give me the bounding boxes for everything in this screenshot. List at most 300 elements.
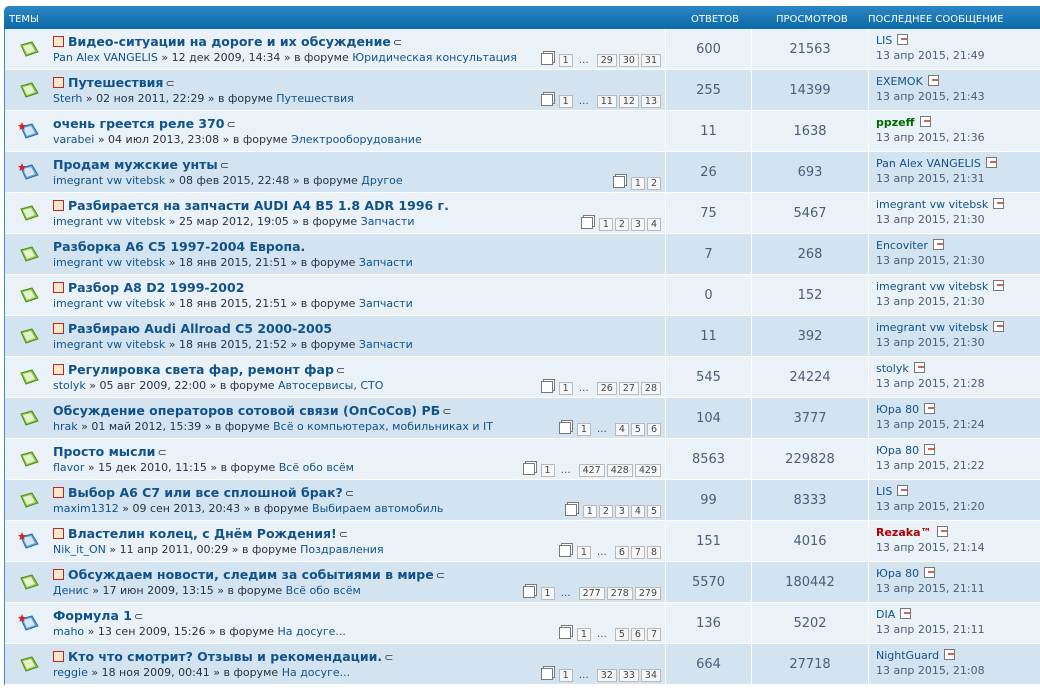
new-post-icon[interactable] (53, 651, 64, 662)
new-post-icon[interactable] (53, 323, 64, 334)
topic-row (5, 562, 1040, 603)
page-link[interactable]: 32 (597, 669, 617, 682)
last-post-author-link[interactable]: Юра 80 (876, 444, 920, 457)
new-post-icon[interactable] (53, 282, 64, 293)
topic-title-link[interactable]: Путешествия (68, 75, 164, 90)
last-post-author-link[interactable]: Юра 80 (876, 403, 920, 416)
page-link[interactable]: 4 (647, 218, 661, 231)
topic-star-icon (18, 614, 40, 632)
topic-title-line (53, 526, 348, 541)
views-count: 693 (797, 165, 823, 180)
last-post-date: 13 апр 2015, 21:20 (876, 500, 985, 513)
topic-author-link[interactable]: Денис (53, 584, 89, 597)
new-post-icon[interactable] (53, 77, 64, 88)
topic-row (5, 111, 1040, 152)
topic-meta (53, 502, 443, 515)
topic-author-link[interactable]: imegrant vw vitebsk (53, 338, 166, 351)
page-link[interactable]: 8 (647, 546, 661, 559)
views-cell (752, 234, 869, 274)
page-link[interactable]: 7 (631, 546, 645, 559)
page-link[interactable]: 2 (615, 218, 629, 231)
topic-row (5, 480, 1040, 521)
topic-date: » 04 июл 2013, 23:08 » в форуме (94, 133, 292, 146)
go-to-last-post-icon[interactable] (933, 239, 944, 250)
attachment-icon: ⊂ (165, 77, 175, 90)
topic-star-icon (18, 163, 40, 181)
pagination-ellipsis: … (596, 547, 607, 558)
topic-title-line (53, 239, 305, 254)
pagination (541, 381, 661, 395)
go-to-last-post-icon[interactable] (914, 362, 925, 373)
topic-title-link[interactable]: Разбираю Audi Allroad C5 2000-2005 (68, 321, 333, 336)
attachment-icon: ⊂ (392, 36, 403, 49)
go-to-last-post-icon[interactable] (897, 34, 908, 45)
pagination (541, 53, 661, 67)
page-link[interactable]: 429 (635, 464, 661, 477)
replies-cell (666, 316, 752, 356)
pagination (523, 463, 661, 477)
pagination (541, 668, 661, 682)
replies-count: 11 (700, 329, 717, 344)
topic-forum-link[interactable]: Запчасти (358, 297, 413, 310)
topic-meta (53, 420, 493, 433)
last-post-author-link[interactable]: ppzeff (876, 116, 915, 129)
topic-author-link[interactable]: varabei (53, 133, 95, 146)
page-link[interactable]: 6 (615, 546, 629, 559)
replies-count: 545 (696, 370, 721, 385)
views-cell (752, 29, 869, 69)
new-post-icon[interactable] (53, 528, 64, 539)
pages-icon (559, 627, 571, 639)
last-post-cell (869, 111, 1040, 151)
pagination (541, 94, 661, 108)
last-post-author-link[interactable]: NightGuard (876, 649, 940, 662)
last-post-line (876, 485, 908, 498)
pages-icon (613, 176, 625, 188)
replies-cell (666, 439, 752, 479)
topic-cell (5, 644, 666, 684)
replies-cell (666, 193, 752, 233)
topic-date: » 09 сен 2013, 20:43 » в форуме (118, 502, 313, 515)
topic-forum-link[interactable]: Всё обо всём (285, 584, 361, 597)
views-cell (752, 275, 869, 315)
last-post-cell (869, 152, 1040, 192)
go-to-last-post-icon[interactable] (993, 280, 1004, 291)
page-link[interactable]: 28 (641, 382, 661, 395)
topic-rows (4, 29, 1040, 685)
topic-cell (5, 357, 666, 397)
last-post-cell (869, 234, 1040, 274)
last-post-line (876, 362, 925, 375)
topic-author-link[interactable]: stolyk (53, 379, 86, 392)
topic-date: » 08 фев 2015, 22:48 » в форуме (165, 174, 362, 187)
topic-folder-icon (18, 450, 40, 468)
last-post-line (876, 403, 935, 416)
new-post-icon[interactable] (53, 36, 64, 47)
topic-title-link[interactable]: Властелин колец, с Днём Рождения! (68, 526, 337, 541)
topic-date: » 05 авг 2009, 22:00 » в форуме (85, 379, 279, 392)
topic-row (5, 234, 1040, 275)
topic-title-link[interactable]: Продам мужские унты (53, 157, 218, 172)
topic-author-link[interactable]: Sterh (53, 92, 83, 105)
pagination-ellipsis: … (560, 588, 571, 599)
last-post-cell (869, 357, 1040, 397)
topic-forum-link[interactable]: Всё о компьютерах, мобильниках и IT (273, 420, 494, 433)
page-link[interactable]: 4 (615, 423, 629, 436)
replies-count: 7 (704, 247, 713, 262)
last-post-line (876, 34, 908, 47)
go-to-last-post-icon[interactable] (993, 321, 1004, 332)
page-link[interactable]: 1 (559, 95, 573, 108)
views-count: 1638 (793, 124, 827, 139)
topic-forum-link[interactable]: Путешествия (276, 92, 354, 105)
go-to-last-post-icon[interactable] (993, 198, 1004, 209)
topic-title-link[interactable]: Обсуждаем новости, следим за событиями в мире (68, 567, 434, 582)
topic-cell (5, 398, 666, 438)
topic-forum-link[interactable]: Электрооборудование (291, 133, 422, 146)
topic-folder-icon (18, 204, 40, 222)
topic-forum-link[interactable]: Юридическая консультация (352, 51, 517, 64)
topic-star-icon (18, 122, 40, 140)
page-link[interactable]: 1 (577, 423, 591, 436)
page-link[interactable]: 1 (559, 382, 573, 395)
topic-title-link[interactable]: очень греется реле 370 (53, 116, 225, 131)
page-link[interactable]: 4 (631, 505, 645, 518)
replies-cell (666, 29, 752, 69)
topic-author-link[interactable]: maxim1312 (53, 502, 119, 515)
pagination (613, 176, 661, 190)
pages-icon (541, 668, 553, 680)
topic-date: » 01 май 2012, 15:39 » в форуме (77, 420, 274, 433)
page-link[interactable]: 1 (541, 587, 555, 600)
new-post-icon[interactable] (53, 364, 64, 375)
page-link[interactable]: 277 (579, 587, 605, 600)
topic-meta (53, 584, 361, 597)
pagination-ellipsis: … (560, 465, 571, 476)
topic-folder-icon (18, 368, 40, 386)
topic-author-link[interactable]: reggie (53, 666, 88, 679)
go-to-last-post-icon[interactable] (920, 116, 931, 127)
page-link[interactable]: 1 (559, 669, 573, 682)
topic-meta (53, 133, 422, 146)
topic-forum-link[interactable]: Автосервисы, СТО (278, 379, 384, 392)
attachment-icon: ⊂ (226, 118, 236, 131)
topic-author-link[interactable]: Pan Alex VANGELIS (53, 51, 158, 64)
last-post-date: 13 апр 2015, 21:30 (876, 336, 985, 349)
last-post-line (876, 321, 1004, 334)
page-link[interactable]: 34 (641, 669, 661, 682)
topic-title-link[interactable]: Просто мысли (53, 444, 156, 459)
last-post-author-link[interactable]: imegrant vw vitebsk (876, 198, 989, 211)
page-link[interactable]: 428 (607, 464, 633, 477)
topic-cell (5, 439, 666, 479)
pages-icon (541, 53, 553, 65)
views-cell (752, 398, 869, 438)
replies-cell (666, 398, 752, 438)
topic-meta (53, 666, 350, 679)
topic-cell (5, 70, 666, 110)
last-post-date: 13 апр 2015, 21:30 (876, 213, 985, 226)
go-to-last-post-icon[interactable] (924, 567, 935, 578)
go-to-last-post-icon[interactable] (928, 75, 939, 86)
page-link[interactable]: 7 (647, 628, 661, 641)
views-cell (752, 70, 869, 110)
topic-author-link[interactable]: imegrant vw vitebsk (53, 174, 166, 187)
topic-row (5, 152, 1040, 193)
topic-author-link[interactable]: flavor (53, 461, 85, 474)
page-link[interactable]: 1 (541, 464, 555, 477)
topic-title-link[interactable]: Выбор A6 C7 или все сплошной брак? (68, 485, 343, 500)
topic-title-line (53, 280, 244, 295)
page-link[interactable]: 5 (615, 628, 629, 641)
pagination (559, 422, 661, 436)
last-post-cell (869, 521, 1040, 561)
page-link[interactable]: 278 (607, 587, 633, 600)
topic-forum-link[interactable]: Поздравления (300, 543, 384, 556)
topic-title-line (53, 649, 393, 664)
attachment-icon: ⊂ (219, 159, 229, 172)
topic-cell (5, 562, 666, 602)
page-link[interactable]: 2 (599, 505, 613, 518)
last-post-date: 13 апр 2015, 21:49 (876, 49, 985, 62)
go-to-last-post-icon[interactable] (897, 485, 908, 496)
page-link[interactable]: 6 (647, 423, 661, 436)
replies-count: 136 (696, 616, 721, 631)
page-link[interactable]: 1 (631, 177, 645, 190)
topic-meta (53, 215, 414, 228)
page-link[interactable]: 12 (619, 95, 639, 108)
topic-author-link[interactable]: hrak (53, 420, 78, 433)
last-post-author-link[interactable]: EXEMOK (876, 75, 923, 88)
page-link[interactable]: 5 (631, 423, 645, 436)
topic-list (4, 6, 1040, 685)
topic-row (5, 316, 1040, 357)
topic-meta (53, 543, 384, 556)
topic-forum-link[interactable]: Выбираем автомобиль (312, 502, 444, 515)
go-to-last-post-icon[interactable] (944, 649, 955, 660)
pages-icon (523, 586, 535, 598)
page-link[interactable]: 3 (615, 505, 629, 518)
topic-folder-icon (18, 327, 40, 345)
topic-folder-icon (18, 245, 40, 263)
replies-cell (666, 111, 752, 151)
attachment-icon: ⊂ (344, 487, 355, 500)
last-post-author-link[interactable]: Encoviter (876, 239, 928, 252)
views-cell (752, 603, 869, 643)
last-post-author-link[interactable]: Pan Alex VANGELIS (876, 157, 981, 170)
last-post-author-link[interactable]: Юра 80 (876, 567, 920, 580)
views-cell (752, 316, 869, 356)
go-to-last-post-icon[interactable] (924, 444, 935, 455)
page-link[interactable]: 26 (597, 382, 617, 395)
last-post-author-link[interactable]: DIA (876, 608, 896, 621)
topic-author-link[interactable]: imegrant vw vitebsk (53, 215, 166, 228)
last-post-author-link[interactable]: LIS (876, 485, 893, 498)
col-replies-header: ОТВЕТОВ (691, 14, 739, 25)
page-link[interactable]: 27 (619, 382, 639, 395)
page-link[interactable]: 33 (619, 669, 639, 682)
views-count: 268 (797, 247, 823, 262)
attachment-icon: ⊂ (338, 528, 348, 541)
topic-row (5, 644, 1040, 685)
topic-forum-link[interactable]: На досуге... (277, 625, 346, 638)
page-link[interactable]: 279 (635, 587, 661, 600)
new-post-icon[interactable] (53, 569, 64, 580)
go-to-last-post-icon[interactable] (937, 526, 948, 537)
last-post-date: 13 апр 2015, 21:31 (876, 172, 985, 185)
topic-cell (5, 193, 666, 233)
topic-title-line (53, 485, 354, 500)
last-post-cell (869, 275, 1040, 315)
last-post-author-link[interactable]: imegrant vw vitebsk (876, 280, 989, 293)
last-post-author-link[interactable]: imegrant vw vitebsk (876, 321, 989, 334)
last-post-date: 13 апр 2015, 21:43 (876, 90, 985, 103)
last-post-date: 13 апр 2015, 21:11 (876, 582, 985, 595)
last-post-date: 13 апр 2015, 21:30 (876, 295, 985, 308)
topic-row (5, 193, 1040, 234)
topic-title-line (53, 116, 236, 131)
go-to-last-post-icon[interactable] (900, 608, 911, 619)
page-link[interactable]: 1 (577, 546, 591, 559)
topic-forum-link[interactable]: Запчасти (360, 215, 415, 228)
topic-title-link[interactable]: Кто что смотрит? Отзывы и рекомендации. (68, 649, 383, 664)
page-link[interactable]: 5 (647, 505, 661, 518)
topic-date: » 15 дек 2010, 11:15 » в форуме (84, 461, 279, 474)
topic-row (5, 439, 1040, 480)
page-link[interactable]: 31 (641, 54, 661, 67)
topic-cell (5, 234, 666, 274)
topic-forum-link[interactable]: Запчасти (358, 256, 413, 269)
new-post-icon[interactable] (53, 487, 64, 498)
last-post-line (876, 157, 997, 170)
page-link[interactable]: 1 (583, 505, 597, 518)
topic-forum-link[interactable]: Другое (361, 174, 403, 187)
page-link[interactable]: 3 (631, 218, 645, 231)
page-link[interactable]: 11 (597, 95, 617, 108)
topic-title-link[interactable]: Разборка A6 C5 1997-2004 Европа. (53, 239, 306, 254)
pages-icon (559, 545, 571, 557)
new-post-icon[interactable] (53, 200, 64, 211)
topic-cell (5, 152, 666, 192)
pagination (565, 504, 661, 518)
replies-cell (666, 603, 752, 643)
topic-author-link[interactable]: Nik_it_ON (53, 543, 106, 556)
replies-cell (666, 644, 752, 684)
go-to-last-post-icon[interactable] (924, 403, 935, 414)
last-post-line (876, 116, 931, 129)
last-post-date: 13 апр 2015, 21:24 (876, 418, 985, 431)
topic-list-header (4, 6, 1040, 29)
topic-forum-link[interactable]: На досуге... (281, 666, 351, 679)
topic-row (5, 398, 1040, 439)
pages-icon (523, 463, 535, 475)
views-count: 152 (797, 288, 823, 303)
last-post-author-link[interactable]: stolyk (876, 362, 909, 375)
last-post-line (876, 75, 939, 88)
pagination-ellipsis: … (578, 55, 589, 66)
views-count: 5467 (793, 206, 827, 221)
topic-date: » 18 янв 2015, 21:52 » в форуме (165, 338, 359, 351)
topic-title-link[interactable]: Формула 1 (53, 608, 132, 623)
last-post-line (876, 526, 948, 539)
page-link[interactable]: 30 (619, 54, 639, 67)
topic-title-link[interactable]: Видео-ситуации на дороге и их обсуждение (68, 34, 391, 49)
topic-title-link[interactable]: Разбирается на запчасти AUDI A4 B5 1.8 ADR 1996 г. (68, 198, 449, 213)
topic-author-link[interactable]: maho (53, 625, 85, 638)
views-count: 4016 (793, 534, 827, 549)
replies-cell (666, 480, 752, 520)
views-cell (752, 111, 869, 151)
topic-meta (53, 256, 413, 269)
topic-date: » 11 апр 2011, 00:29 » в форуме (105, 543, 301, 556)
replies-count: 26 (700, 165, 717, 180)
replies-count: 151 (696, 534, 721, 549)
replies-cell (666, 562, 752, 602)
topic-author-link[interactable]: imegrant vw vitebsk (53, 297, 166, 310)
topic-forum-link[interactable]: Запчасти (358, 338, 413, 351)
page-link[interactable]: 1 (559, 54, 573, 67)
views-cell (752, 562, 869, 602)
topic-title-link[interactable]: Регулировка света фар, ремонт фар (68, 362, 334, 377)
page-link[interactable]: 6 (631, 628, 645, 641)
page-link[interactable]: 2 (647, 177, 661, 190)
col-topics-header: ТЕМЫ (9, 14, 39, 25)
topic-date: » 17 июн 2009, 13:15 » в форуме (88, 584, 286, 597)
topic-meta (53, 379, 383, 392)
attachment-icon: ⊂ (435, 569, 445, 582)
replies-count: 255 (696, 83, 721, 98)
replies-count: 664 (696, 657, 721, 672)
topic-date: » 13 сен 2009, 15:26 » в форуме (84, 625, 278, 638)
page-link[interactable]: 1 (599, 218, 613, 231)
topic-meta (53, 625, 346, 638)
topic-meta (53, 338, 413, 351)
last-post-cell (869, 480, 1040, 520)
page-link[interactable]: 427 (579, 464, 605, 477)
last-post-line (876, 649, 955, 662)
pagination (523, 586, 661, 600)
topic-title-link[interactable]: Разбор A8 D2 1999-2002 (68, 280, 245, 295)
last-post-author-link[interactable]: LIS (876, 34, 893, 47)
topic-row (5, 357, 1040, 398)
pages-icon (541, 94, 553, 106)
page-link[interactable]: 29 (597, 54, 617, 67)
attachment-icon: ⊂ (157, 446, 167, 459)
pagination-ellipsis: … (596, 424, 607, 435)
last-post-cell (869, 562, 1040, 602)
topic-meta (53, 174, 403, 187)
views-cell (752, 193, 869, 233)
last-post-date: 13 апр 2015, 21:30 (876, 254, 985, 267)
topic-date: » 18 янв 2015, 21:51 » в форуме (165, 256, 359, 269)
last-post-line (876, 239, 944, 252)
views-count: 392 (797, 329, 823, 344)
last-post-cell (869, 439, 1040, 479)
replies-cell (666, 521, 752, 561)
topic-title-line (53, 362, 345, 377)
last-post-cell (869, 193, 1040, 233)
go-to-last-post-icon[interactable] (986, 157, 997, 168)
topic-title-link[interactable]: Обсуждение операторов сотовой связи (ОпСоСов) РБ (53, 403, 441, 418)
last-post-author-link[interactable]: Rezaka™ (876, 526, 932, 539)
topic-author-link[interactable]: imegrant vw vitebsk (53, 256, 166, 269)
page-link[interactable]: 13 (641, 95, 661, 108)
pagination-ellipsis: … (596, 629, 607, 640)
page-link[interactable]: 1 (577, 628, 591, 641)
topic-forum-link[interactable]: Всё обо всём (278, 461, 354, 474)
replies-count: 8563 (691, 452, 726, 467)
last-post-date: 13 апр 2015, 21:36 (876, 131, 985, 144)
